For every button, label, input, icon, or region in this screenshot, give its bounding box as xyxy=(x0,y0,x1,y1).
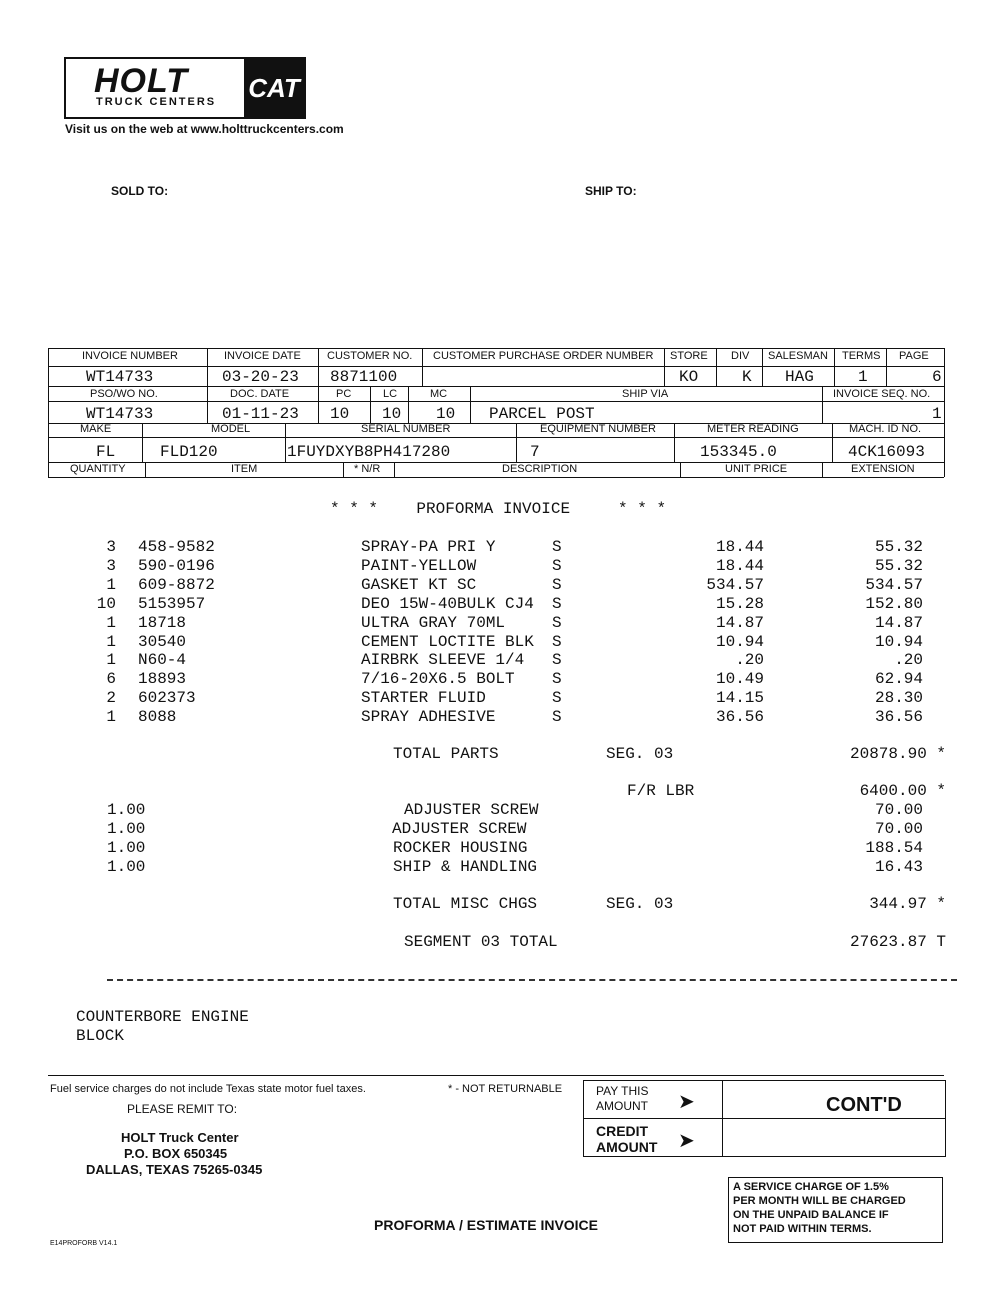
value-meter: 153345.0 xyxy=(700,443,777,461)
remit-label: PLEASE REMIT TO: xyxy=(127,1102,238,1116)
col-item: ITEM xyxy=(231,463,258,475)
label-equipment: EQUIPMENT NUMBER xyxy=(540,423,656,435)
value-serial: 1FUYDXYB8PH417280 xyxy=(287,443,451,461)
total-misc-amount: 344.97 * xyxy=(869,895,946,913)
table-row: 1 8088 SPRAY ADHESIVE S 36.56 36.56 xyxy=(106,708,923,726)
proforma-banner: * * * PROFORMA INVOICE * * * xyxy=(330,500,667,518)
label-page: PAGE xyxy=(899,350,929,362)
list-item: 1.00 ADJUSTER SCREW 70.00 xyxy=(107,801,923,819)
col-quantity: QUANTITY xyxy=(70,463,126,475)
pay-box-midline xyxy=(583,1118,946,1119)
value-customer-no: 8871100 xyxy=(330,368,398,386)
table-row: 1 N60-4 AIRBRK SLEEVE 1/4 S .20 .20 xyxy=(106,651,923,669)
table-row: 6 18893 7/16-20X6.5 BOLT S 10.49 62.94 xyxy=(106,670,923,688)
value-mach-id: 4CK16093 xyxy=(848,443,925,461)
value-salesman: HAG xyxy=(785,368,814,386)
list-item: 1.00 SHIP & HANDLING 16.43 xyxy=(107,858,923,876)
holt-logo-subtitle: TRUCK CENTERS xyxy=(96,96,217,108)
remit-name: HOLT Truck Center xyxy=(121,1130,239,1145)
remit-pobox: P.O. BOX 650345 xyxy=(124,1146,228,1161)
value-lc: 10 xyxy=(382,405,402,423)
pay-this-label: PAY THIS xyxy=(596,1084,649,1098)
list-item: 1.00 ROCKER HOUSING 188.54 xyxy=(107,839,923,857)
label-customer-no: CUSTOMER NO. xyxy=(327,350,413,362)
label-pso-wo: PSO/WO NO. xyxy=(90,388,158,400)
col-extension: EXTENSION xyxy=(851,463,915,475)
arrow-right-icon: ➤ xyxy=(678,1091,695,1113)
not-returnable-note: * - NOT RETURNABLE xyxy=(448,1083,563,1095)
total-parts-seg: SEG. 03 xyxy=(606,745,674,763)
label-invoice-seq: INVOICE SEQ. NO. xyxy=(833,388,931,400)
holt-logo-text: HOLT xyxy=(94,62,189,100)
label-ship-via: SHIP VIA xyxy=(622,388,669,400)
value-invoice-number: WT14733 xyxy=(86,368,154,386)
table-row: 1 18718 ULTRA GRAY 70ML S 14.87 14.87 xyxy=(106,614,923,632)
table-row: 2 602373 STARTER FLUID S 14.15 28.30 xyxy=(106,689,923,707)
col-description: DESCRIPTION xyxy=(502,463,578,475)
segment-total-amount: 27623.87 T xyxy=(849,933,946,951)
value-make: FL xyxy=(96,443,116,461)
fr-lbr-label: F/R LBR xyxy=(627,782,695,800)
value-mc: 10 xyxy=(436,405,456,423)
total-parts-label: TOTAL PARTS xyxy=(393,745,499,763)
credit-label: CREDIT xyxy=(596,1123,649,1139)
table-row: 3 590-0196 PAINT-YELLOW S 18.44 55.32 xyxy=(106,557,923,575)
fr-lbr-amount: 6400.00 * xyxy=(859,782,946,800)
arrow-right-icon: ➤ xyxy=(678,1130,695,1152)
cat-logo: CAT xyxy=(244,59,304,117)
dashed-divider xyxy=(107,979,957,981)
label-invoice-number: INVOICE NUMBER xyxy=(82,350,178,362)
segment-total-label: SEGMENT 03 TOTAL xyxy=(404,933,558,951)
value-doc-date: 01-11-23 xyxy=(222,405,299,423)
pay-amount-label: AMOUNT xyxy=(596,1099,648,1113)
total-misc-seg: SEG. 03 xyxy=(606,895,674,913)
label-customer-po: CUSTOMER PURCHASE ORDER NUMBER xyxy=(433,350,654,362)
label-mach-id: MACH. ID NO. xyxy=(849,423,922,435)
table-row: 1 609-8872 GASKET KT SC S 534.57 534.57 xyxy=(106,576,923,594)
note-line: COUNTERBORE ENGINE xyxy=(76,1008,249,1026)
label-lc: LC xyxy=(383,388,398,400)
value-terms: 1 xyxy=(858,368,868,386)
label-terms: TERMS xyxy=(842,350,881,362)
website-line: Visit us on the web at www.holttruckcenters.com xyxy=(65,122,344,136)
value-pso-wo: WT14733 xyxy=(86,405,154,423)
service-charge-line: NOT PAID WITHIN TERMS. xyxy=(733,1223,872,1235)
label-pc: PC xyxy=(336,388,352,400)
label-doc-date: DOC. DATE xyxy=(230,388,290,400)
value-pc: 10 xyxy=(330,405,350,423)
credit-amount-label: AMOUNT xyxy=(596,1139,658,1155)
value-model: FLD120 xyxy=(160,443,218,461)
label-div: DIV xyxy=(731,350,750,362)
label-meter: METER READING xyxy=(707,423,799,435)
form-id: E14PROFORB V14.1 xyxy=(50,1240,118,1247)
value-page: 6 xyxy=(932,368,942,386)
value-store: KO xyxy=(679,368,699,386)
sold-to-label: SOLD TO: xyxy=(111,184,169,198)
fuel-note: Fuel service charges do not include Texas state motor fuel taxes. xyxy=(50,1083,366,1095)
service-charge-line: ON THE UNPAID BALANCE IF xyxy=(733,1209,889,1221)
label-salesman: SALESMAN xyxy=(768,350,828,362)
ship-to-label: SHIP TO: xyxy=(585,184,637,198)
service-charge-line: A SERVICE CHARGE OF 1.5% xyxy=(733,1181,889,1193)
label-model: MODEL xyxy=(211,423,251,435)
value-ship-via: PARCEL POST xyxy=(489,405,595,423)
col-unit-price: UNIT PRICE xyxy=(725,463,788,475)
label-store: STORE xyxy=(670,350,708,362)
value-div: K xyxy=(742,368,752,386)
footer-rule xyxy=(48,1075,944,1076)
table-row: 3 458-9582 SPRAY-PA PRI Y S 18.44 55.32 xyxy=(106,538,923,556)
value-invoice-seq: 1 xyxy=(932,405,942,423)
service-charge-line: PER MONTH WILL BE CHARGED xyxy=(733,1195,906,1207)
value-equipment: 7 xyxy=(530,443,540,461)
document-title: PROFORMA / ESTIMATE INVOICE xyxy=(374,1217,599,1233)
note-line: BLOCK xyxy=(76,1027,125,1045)
value-invoice-date: 03-20-23 xyxy=(222,368,299,386)
total-parts-amount: 20878.90 * xyxy=(849,745,946,763)
label-make: MAKE xyxy=(80,423,112,435)
total-misc-label: TOTAL MISC CHGS xyxy=(393,895,538,913)
list-item: 1.00 ADJUSTER SCREW 70.00 xyxy=(107,820,923,838)
label-serial: SERIAL NUMBER xyxy=(361,423,451,435)
remit-city: DALLAS, TEXAS 75265-0345 xyxy=(86,1162,263,1177)
label-mc: MC xyxy=(430,388,448,400)
table-row: 1 30540 CEMENT LOCTITE BLK S 10.94 10.94 xyxy=(106,633,923,651)
contd-text: CONT'D xyxy=(826,1094,902,1116)
table-row: 10 5153957 DEO 15W-40BULK CJ4 S 15.28 152.80 xyxy=(96,595,923,613)
col-nr: * N/R xyxy=(354,463,381,475)
label-invoice-date: INVOICE DATE xyxy=(224,350,301,362)
